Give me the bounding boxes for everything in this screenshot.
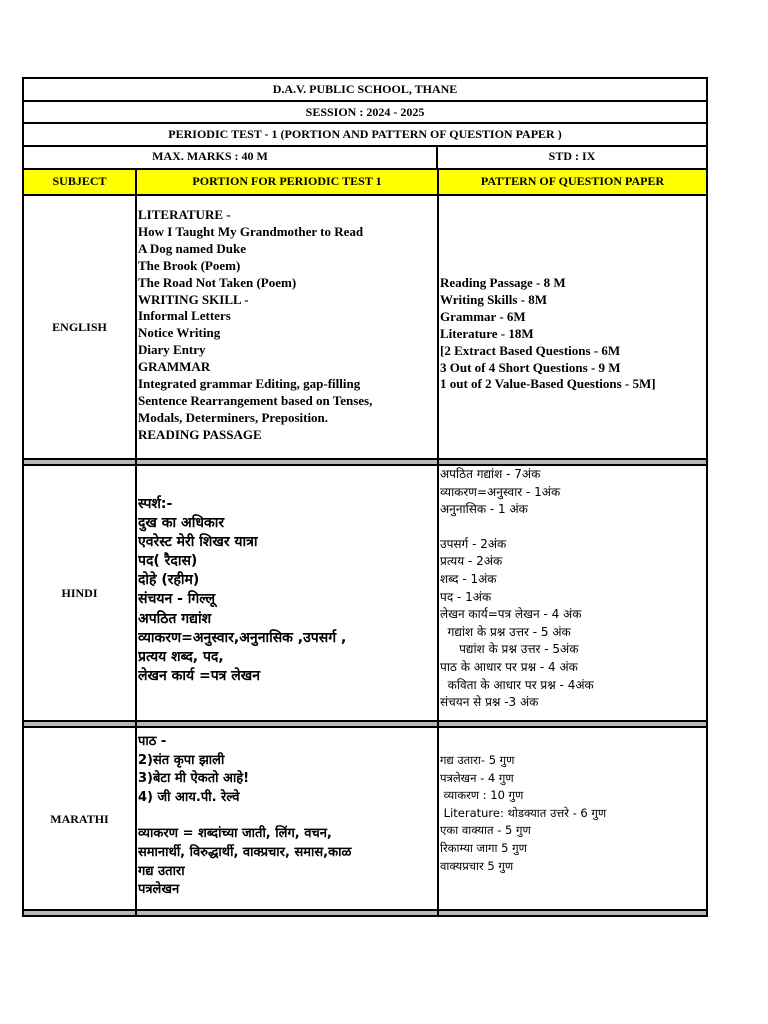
pattern-line: कविता के आधार पर प्रश्न - 4अंक — [440, 677, 594, 692]
pattern-line: Reading Passage - 8 M — [440, 275, 566, 290]
pattern-line: पद - 1अंक — [440, 589, 492, 604]
portion-line: The Brook (Poem) — [138, 257, 241, 273]
portion-line: Notice Writing — [138, 325, 221, 341]
pattern-line: 3 Out of 4 Short Questions - 9 M — [440, 359, 621, 375]
marks-std-row — [24, 147, 706, 170]
portion-line: प्रत्यय शब्द, पद, — [138, 648, 224, 665]
pattern-line: शब्द - 1अंक — [440, 571, 497, 586]
session-label: SESSION : 2024 - 2025 — [24, 102, 706, 124]
pattern-blank-line — [440, 519, 706, 536]
pattern-line: लेखन कार्य=पत्र लेखन - 4 अंक — [440, 607, 582, 622]
max-marks: MAX. MARKS : 40 M — [24, 147, 438, 168]
pattern-line: 1 out of 2 Value-Based Questions - 5M] — [440, 376, 656, 392]
pattern-line: [2 Extract Based Questions - 6M — [440, 342, 621, 358]
pattern-line: अपठित गद्यांश - 7अंक — [440, 467, 541, 481]
portion-line: पाठ - — [138, 734, 167, 749]
marathi-row — [24, 728, 706, 910]
column-header-pattern: PATTERN OF QUESTION PAPER — [480, 174, 665, 188]
portion-line: READING PASSAGE — [138, 426, 262, 442]
hindi-portion — [137, 466, 439, 720]
portion-line: WRITING SKILL - — [138, 291, 249, 307]
portion-line: Informal Letters — [138, 308, 231, 324]
marathi-portion — [137, 728, 439, 910]
portion-line: पद( रैदास) — [138, 553, 198, 570]
portion-line: दोहे (रहीम) — [138, 572, 200, 589]
portion-line: व्याकरण = शब्दांच्या जाती, लिंग, वचन, — [138, 826, 332, 842]
portion-line: लेखन कार्य =पत्र लेखन — [138, 667, 260, 684]
syllabus-table — [22, 77, 708, 917]
pattern-line: व्याकरण=अनुस्वार - 1अंक — [440, 484, 561, 499]
portion-line: संचयन - गिल्लू — [138, 591, 216, 608]
portion-blank-line — [138, 807, 437, 825]
pattern-line: Literature: थोडक्यात उत्तरे - 6 गुण — [440, 805, 607, 820]
portion-line: समानार्थी, विरुद्धार्थी, वाक्प्रचार, समास,काळ — [138, 844, 352, 860]
test-title: PERIODIC TEST - 1 (PORTION AND PATTERN OF QUESTION PAPER ) — [24, 124, 706, 147]
pattern-line: एका वाक्यात - 5 गुण — [440, 823, 531, 838]
pattern-line: अनुनासिक - 1 अंक — [440, 502, 528, 517]
portion-line: GRAMMAR — [138, 359, 211, 375]
column-header-row — [24, 170, 706, 196]
hindi-pattern — [439, 466, 706, 720]
portion-line: Modals, Determiners, Preposition. — [138, 409, 329, 425]
portion-line: Diary Entry — [138, 342, 206, 358]
pattern-line: गद्यांश के प्रश्न उत्तर - 5 अंक — [440, 624, 571, 639]
column-header-portion: PORTION FOR PERIODIC TEST 1 — [137, 170, 439, 194]
portion-line: Sentence Rearrangement based on Tenses, — [138, 392, 373, 408]
pattern-line: Grammar - 6M — [440, 308, 526, 324]
pattern-line: Writing Skills - 8M — [440, 291, 548, 307]
portion-line: LITERATURE - — [138, 207, 231, 222]
column-header-subject: SUBJECT — [24, 170, 137, 194]
portion-line: गद्य उतारा — [138, 863, 185, 879]
pattern-line: संचयन से प्रश्न -3 अंक — [440, 695, 539, 710]
hindi-row — [24, 466, 706, 720]
portion-line: 3)बेटा मी ऐकतो आहे! — [138, 771, 250, 787]
portion-line: अपठित गद्यांश — [138, 610, 212, 627]
subject-hindi: HINDI — [24, 466, 137, 720]
pattern-line: वाक्यप्रचार 5 गुण — [440, 858, 514, 873]
pattern-line: व्याकरण : 10 गुण — [440, 788, 524, 803]
subject-english: ENGLISH — [24, 196, 137, 458]
pattern-line: रिकाम्या जागा 5 गुण — [440, 840, 527, 855]
pattern-line: पद्यांश के प्रश्न उत्तर - 5अंक — [440, 642, 579, 657]
pattern-line: उपसर्ग - 2अंक — [440, 536, 507, 551]
row-separator — [24, 458, 706, 466]
portion-line: A Dog named Duke — [138, 240, 246, 256]
portion-line: दुख का अधिकार — [138, 515, 225, 532]
pattern-line: प्रत्यय - 2अंक — [440, 554, 503, 569]
pattern-line: गद्य उतारा- 5 गुण — [440, 753, 515, 767]
portion-line: पत्रलेखन — [138, 882, 180, 898]
row-separator — [24, 720, 706, 728]
portion-line: Integrated grammar Editing, gap-filling — [138, 376, 361, 392]
pattern-line: Literature - 18M — [440, 325, 534, 341]
school-name: D.A.V. PUBLIC SCHOOL, THANE — [24, 79, 706, 102]
portion-line: एवरेस्ट मेरी शिखर यात्रा — [138, 534, 258, 551]
portion-line: How I Taught My Grandmother to Read — [138, 223, 364, 239]
portion-line: व्याकरण=अनुस्वार,अनुनासिक ,उपसर्ग , — [138, 629, 347, 646]
english-portion — [137, 196, 439, 458]
subject-marathi: MARATHI — [24, 728, 137, 910]
english-pattern — [439, 196, 706, 458]
pattern-line: पत्रलेखन - 4 गुण — [440, 770, 514, 785]
english-row — [24, 196, 706, 458]
portion-line: The Road Not Taken (Poem) — [138, 274, 297, 290]
row-separator — [24, 909, 706, 917]
portion-line: स्पर्श:- — [138, 496, 173, 512]
std-label: STD : IX — [548, 149, 596, 163]
portion-line: 4) जी आय.पी. रेल्वे — [138, 789, 240, 805]
pattern-line: पाठ के आधार पर प्रश्न - 4 अंक — [440, 659, 578, 674]
portion-line: 2)संत कृपा झाली — [138, 752, 225, 768]
marathi-pattern — [439, 728, 706, 910]
